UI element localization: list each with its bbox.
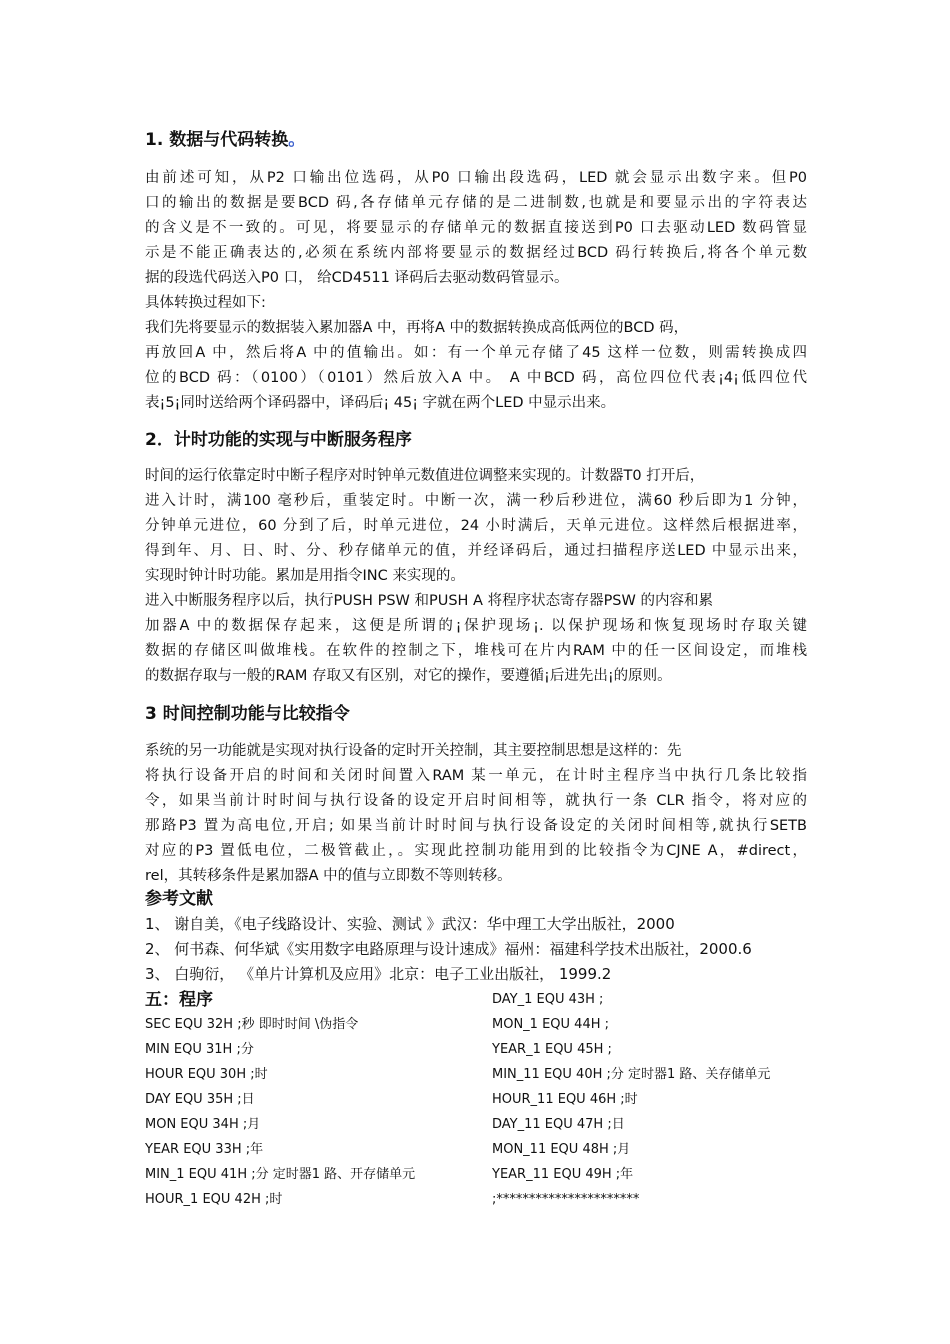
paragraph-line: 位的BCD 码：（0100）（0101）然后放入A 中。 A 中BCD 码，高位四位代表¡4¡低四位代 bbox=[145, 370, 807, 386]
paragraph-line: 的含义是不一致的。可见，将要显示的存储单元的数据直接送到P0 口去驱动LED 数码管显 bbox=[145, 220, 807, 236]
paragraph-line: 数据的存储区叫做堆栈。在软件的控制之下，堆栈可在片内RAM 中的任一区间设定，而堆栈 bbox=[145, 643, 807, 659]
code-line: MON_11 EQU 48H ;月 bbox=[492, 1142, 631, 1157]
paragraph-line: 实现时钟计时功能。累加是用指令INC 来实现的。 bbox=[145, 568, 465, 584]
paragraph-line: 表¡5¡同时送给两个译码器中，译码后¡ 45¡ 字就在两个LED 中显示出来。 bbox=[145, 395, 616, 411]
section-1-heading bbox=[145, 128, 305, 152]
code-line: HOUR_11 EQU 46H ;时 bbox=[492, 1092, 638, 1107]
code-line: DAY EQU 35H ;日 bbox=[145, 1092, 255, 1107]
code-line: MON EQU 34H ;月 bbox=[145, 1117, 261, 1132]
section-2-heading: 2．计时功能的实现与中断服务程序 bbox=[145, 430, 412, 450]
program-code-right-column bbox=[492, 987, 770, 1212]
reference-item: 2、 何书森、何华斌《实用数字电路原理与设计速成》福州：福建科学技术出版社，2000.6 bbox=[145, 940, 752, 958]
section-3-heading: 3 时间控制功能与比较指令 bbox=[145, 704, 350, 724]
paragraph-line: 示是不能正确表达的,必须在系统内部将要显示的数据经过BCD 码行转换后,将各个单元数 bbox=[145, 245, 807, 261]
code-line: YEAR_1 EQU 45H ; bbox=[492, 1042, 612, 1057]
paragraph-line: 得到年、月、日、时、分、秒存储单元的值，并经译码后，通过扫描程序送LED 中显示出来， bbox=[145, 543, 807, 559]
paragraph-line: 将执行设备开启的时间和关闭时间置入RAM 某一单元，在计时主程序当中执行几条比较指 bbox=[145, 768, 807, 784]
paragraph-line: 对应的P3 置低电位，二极管截止，。实现此控制功能用到的比较指令为CJNE A，#direct， bbox=[145, 843, 807, 859]
code-line: MON_1 EQU 44H ; bbox=[492, 1017, 609, 1032]
paragraph-line: 进入中断服务程序以后，执行PUSH PSW 和PUSH A 将程序状态寄存器PSW 的内容和累 bbox=[145, 593, 713, 609]
section-1-title-mark: 。 bbox=[288, 130, 306, 150]
paragraph-line: 具体转换过程如下: bbox=[145, 295, 266, 311]
code-line: YEAR_11 EQU 49H ;年 bbox=[492, 1167, 634, 1182]
paragraph-line: 据的段选代码送入P0 口， 给CD4511 译码后去驱动数码管显示。 bbox=[145, 270, 569, 286]
code-line: MIN EQU 31H ;分 bbox=[145, 1042, 254, 1057]
code-line: ;********************** bbox=[492, 1192, 640, 1207]
references-list bbox=[145, 912, 752, 987]
paragraph-line: 由前述可知，从P2 口输出位选码，从P0 口输出段选码，LED 就会显示出数字来。但P0 bbox=[145, 170, 807, 186]
section-1-title: 数据与代码转换 bbox=[169, 130, 289, 150]
paragraph-line: 我们先将要显示的数据装入累加器A 中，再将A 中的数据转换成高低两位的BCD 码， bbox=[145, 320, 689, 336]
paragraph-line: 加器A 中的数据保存起来，这便是所谓的¡保护现场¡. 以保护现场和恢复现场时存取关键 bbox=[145, 618, 807, 634]
paragraph-line: 再放回A 中，然后将A 中的值输出。如：有一个单元存储了45 这样一位数，则需转换成四 bbox=[145, 345, 807, 361]
section-1-paragraph-2 bbox=[145, 291, 807, 316]
paragraph-line: 的数据存取与一般的RAM 存取又有区别，对它的操作，要遵循¡后进先出¡的原则。 bbox=[145, 668, 672, 684]
section-1-paragraph-1 bbox=[145, 166, 807, 291]
code-line: YEAR EQU 33H ;年 bbox=[145, 1142, 264, 1157]
code-line: HOUR_1 EQU 42H ;时 bbox=[145, 1192, 283, 1207]
program-heading: 五：程序 bbox=[145, 990, 213, 1010]
code-line: DAY_11 EQU 47H ;日 bbox=[492, 1117, 625, 1132]
section-2-paragraph-1 bbox=[145, 464, 807, 589]
paragraph-line: 时间的运行依靠定时中断子程序对时钟单元数值进位调整来实现的。计数器T0 打开后， bbox=[145, 468, 705, 484]
paragraph-line: 进入计时，满100 毫秒后，重装定时。中断一次，满一秒后秒进位，满60 秒后即为1 分钟， bbox=[145, 493, 807, 509]
code-line: HOUR EQU 30H ;时 bbox=[145, 1067, 268, 1082]
code-line: MIN_1 EQU 41H ;分 定时器1 路、开存储单元 bbox=[145, 1167, 416, 1182]
reference-item: 1、 谢自美，《电子线路设计、实验、测试 》武汉：华中理工大学出版社，2000 bbox=[145, 915, 675, 933]
section-1-paragraph-3 bbox=[145, 316, 807, 416]
paragraph-line: 口的输出的数据是要BCD 码,各存储单元存储的是二进制数,也就是和要显示出的字符表达 bbox=[145, 195, 807, 211]
paragraph-line: 那路P3 置为高电位,开启; 如果当前计时时间与执行设备设定的关闭时间相等,就执行SETB bbox=[145, 818, 807, 834]
paragraph-line: rel，其转移条件是累加器A 中的值与立即数不等则转移。 bbox=[145, 868, 512, 884]
paragraph-line: 令，如果当前计时时间与执行设备的设定开启时间相等，就执行一条 CLR 指令，将对应的 bbox=[145, 793, 807, 809]
paragraph-line: 系统的另一功能就是实现对执行设备的定时开关控制，其主要控制思想是这样的：先 bbox=[145, 743, 682, 759]
section-3-paragraph-1 bbox=[145, 739, 807, 889]
references-heading: 参考文献 bbox=[145, 889, 213, 909]
section-2-paragraph-2 bbox=[145, 589, 807, 689]
paragraph-line: 分钟单元进位，60 分到了后，时单元进位，24 小时满后，天单元进位。这样然后根据进率， bbox=[145, 518, 807, 534]
section-1-number: 1. bbox=[145, 130, 164, 150]
reference-item: 3、 白驹衍， 《单片计算机及应用》北京：电子工业出版社， 1999.2 bbox=[145, 965, 612, 983]
code-line: SEC EQU 32H ;秒 即时时间 \伪指令 bbox=[145, 1017, 359, 1032]
code-line: DAY_1 EQU 43H ; bbox=[492, 992, 604, 1007]
program-code-left-column bbox=[145, 1012, 415, 1212]
code-line: MIN_11 EQU 40H ;分 定时器1 路、关存储单元 bbox=[492, 1067, 771, 1082]
